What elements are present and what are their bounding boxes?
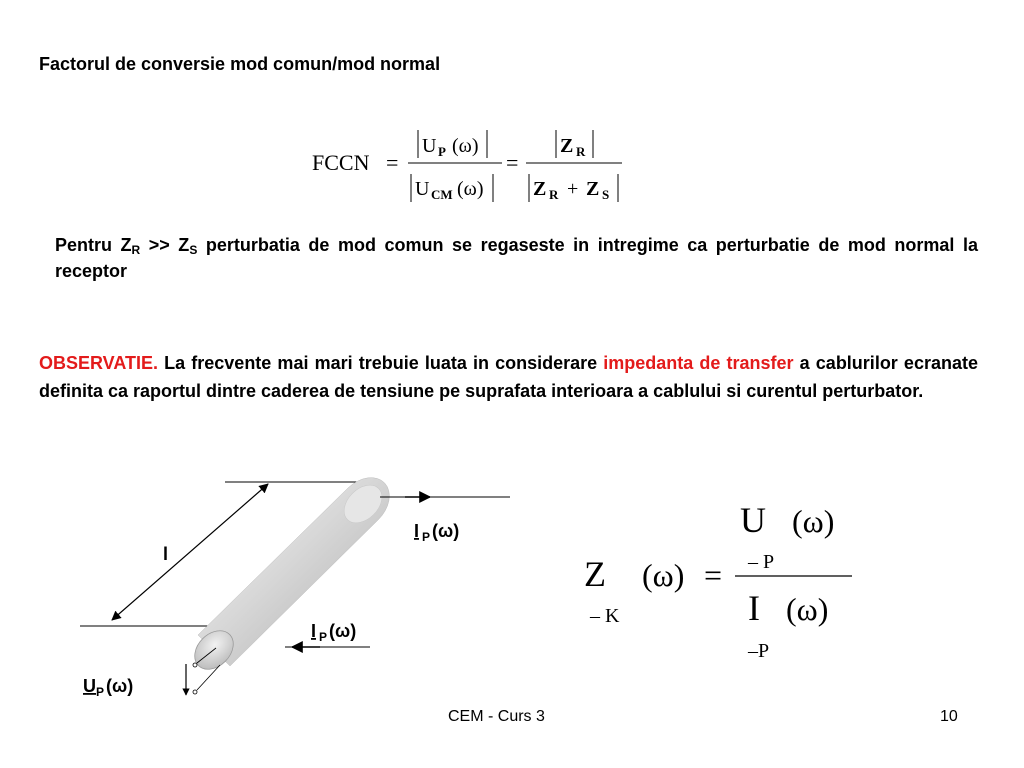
zk-eq: = (704, 557, 723, 593)
fccn-formula (300, 118, 640, 210)
zk-den-sub: –P (748, 640, 770, 662)
slide-title: Factorul de conversie mod comun/mod normal (39, 54, 441, 74)
voltage-arg: (ω) (106, 676, 134, 696)
fccn-den1-arg: (ω) (457, 178, 484, 200)
observation-paragraph (39, 349, 978, 405)
current-bottom-sub: P (319, 630, 328, 644)
fccn-num2-var: Z (560, 135, 574, 157)
transfer-impedance-highlight: impedanta de transfer (603, 353, 794, 373)
fccn-den1-var: U (415, 178, 430, 200)
para1-text-3: perturbatia de mod comun se regaseste in intregime ca perturbatie de mod normal la receptor (55, 235, 978, 281)
zk-num-sub: – P (748, 551, 775, 573)
fccn-den1-sub: CM (431, 187, 453, 202)
condition-paragraph (55, 232, 978, 284)
zk-lhs-arg: (ω) (642, 557, 685, 593)
fccn-den2a-sub: R (549, 187, 559, 202)
cable-diagram (70, 470, 520, 710)
fccn-den2a-var: Z (533, 178, 547, 200)
voltage-var: U (83, 676, 96, 696)
page-number: 10 (940, 708, 958, 725)
current-top-sub: P (422, 530, 431, 544)
voltage-sub: P (96, 685, 105, 699)
observation-text-1: La frecvente mai mari trebuie luata in considerare (158, 353, 604, 373)
fccn-num2-sub: R (576, 144, 586, 159)
fccn-num1-arg: (ω) (452, 135, 479, 157)
terminal-top (193, 663, 197, 667)
fccn-den2-plus: + (567, 178, 579, 200)
para1-text-2: >> Z (140, 235, 190, 255)
zk-num-arg: (ω) (792, 503, 835, 539)
para1-sub-s: S (189, 243, 198, 257)
terminal-bottom (193, 690, 197, 694)
current-bottom-var: I (311, 621, 317, 641)
fccn-num1-sub: P (438, 144, 446, 159)
current-top-arg: (ω) (432, 521, 460, 541)
para1-sub-r: R (131, 243, 141, 257)
fccn-den2b-var: Z (586, 178, 600, 200)
footer-course: CEM - Curs 3 (448, 708, 545, 725)
fccn-lhs: FCCN (312, 150, 370, 175)
zk-lhs-var: Z (584, 554, 606, 594)
para1-text-1: Pentru Z (55, 235, 132, 255)
zk-lhs-sub: – K (590, 605, 620, 627)
fccn-den2b-sub: S (602, 187, 610, 202)
transfer-impedance-formula (570, 490, 870, 670)
zk-num-var: U (740, 500, 766, 540)
current-top-var: I (414, 521, 420, 541)
zk-den-arg: (ω) (786, 591, 829, 627)
fccn-num1-var: U (422, 135, 437, 157)
length-label: l (163, 544, 169, 564)
fccn-eq-2: = (506, 150, 519, 175)
observation-period: . (918, 381, 924, 401)
current-bottom-arg: (ω) (329, 621, 357, 641)
observation-text-2: a cablurilor ecranate definita ca raportul dintre caderea de tensiune pe suprafata interioara a cablului si curentul perturbator (39, 353, 978, 401)
observation-label: OBSERVATIE. (39, 353, 159, 373)
zk-den-var: I (748, 588, 760, 628)
fccn-eq-1: = (386, 150, 399, 175)
